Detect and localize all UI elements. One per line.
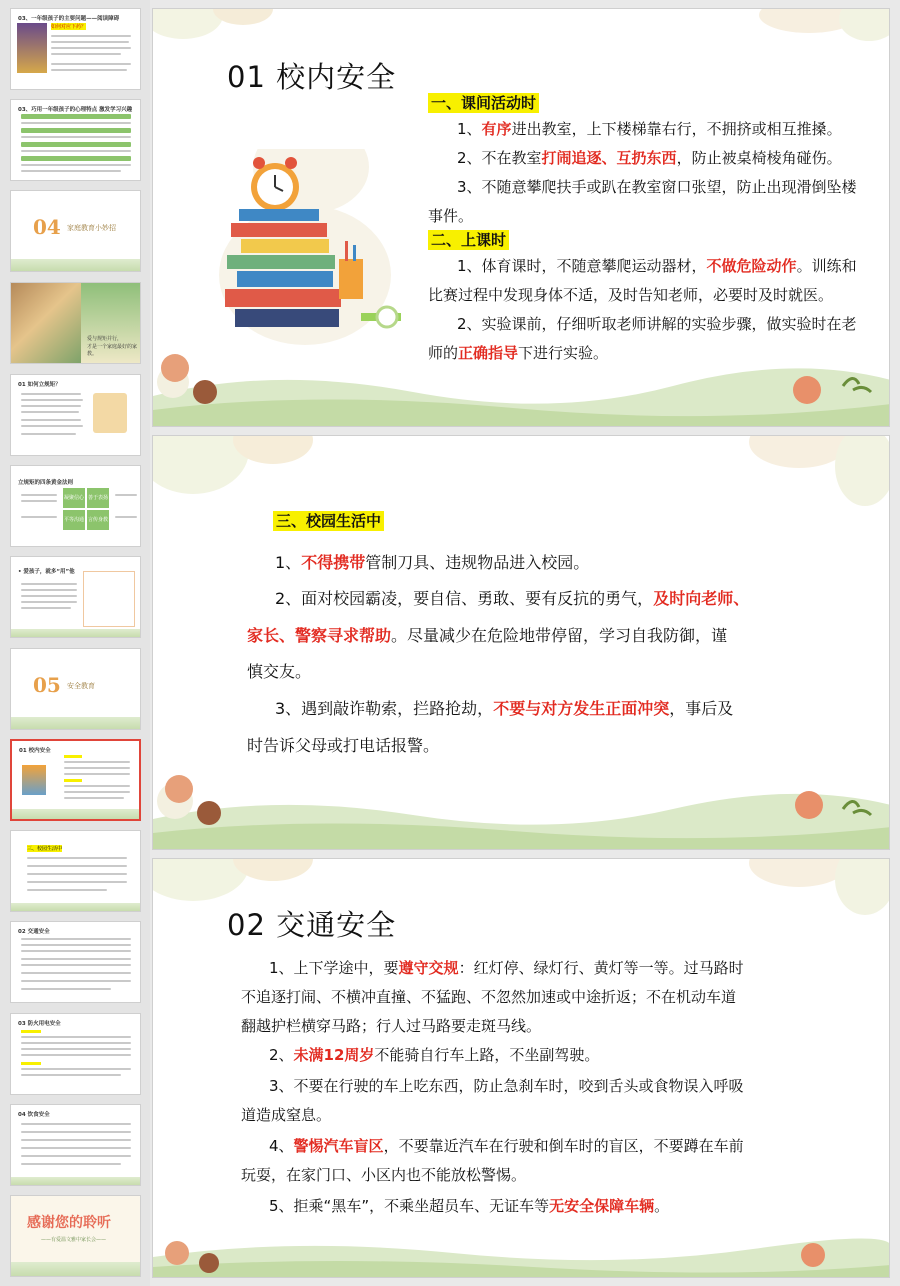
paragraph-5: 2、实验课前，仔细听取老师讲解的实验步骤，做实验时在老 [457, 315, 857, 333]
emphasis: 不做危险动作 [706, 257, 797, 275]
paragraph-3: 3、不要在行驶的车上吃东西，防止急刹车时，咬到舌头或食物误入呼吸 [269, 1077, 744, 1095]
thumbnail-slide-14[interactable] [10, 1195, 141, 1277]
emphasis: 未满12周岁 [293, 1046, 375, 1064]
paragraph-4-cont: 比赛过程中发现身体不适，及时告知老师，必要时及时就医。 [428, 286, 834, 304]
emphasis: 打闹追逐、互扔东西 [541, 149, 677, 167]
paragraph-4: 4、警惕汽车盲区，不要靠近汽车在行驶和倒车时的盲区，不要蹲在车前 [269, 1137, 744, 1155]
emphasis: 不得携带 [301, 553, 366, 572]
flower-decoration-icon [689, 436, 889, 506]
section-heading: 三、校园生活中 [273, 511, 384, 531]
grass-ground-icon [153, 1227, 890, 1277]
thumbnail-title: • 爱孩子，就多“用”他 [18, 569, 75, 575]
thumbnail-slide-7[interactable] [10, 556, 141, 638]
grass-ground-icon [153, 769, 890, 849]
paragraph-2: 2、面对校园霸凌，要自信、勇敢、要有反抗的勇气，及时向老师、 [275, 589, 750, 608]
thumbnail-slide-5[interactable] [10, 374, 141, 456]
thumbnail-slide-6[interactable] [10, 465, 141, 547]
paragraph-2-end: 慎交友。 [247, 662, 312, 681]
thumbnail-cell: 言传身教 [87, 510, 109, 530]
paragraph-1: 1、不得携带管制刀具、违规物品进入校园。 [275, 553, 590, 572]
paragraph-5: 5、拒乘“黑车”，不乘坐超员车、无证车等无安全保障车辆。 [269, 1197, 670, 1215]
thumbnail-title: 三、校园生活中 [27, 846, 63, 852]
emphasis: 有序 [481, 120, 512, 138]
flower-decoration-icon [689, 859, 889, 919]
thumbnail-slide-13[interactable] [10, 1104, 141, 1186]
thumbnail-slide-9-active[interactable] [10, 739, 141, 821]
emphasis: 无安全保障车辆 [549, 1197, 655, 1215]
thumbnail-title: 02 交通安全 [18, 929, 50, 935]
paragraph-2-cont: 家长、警察寻求帮助。尽量减少在危险地带停留，学习自我防御，谨 [247, 626, 728, 645]
emphasis: 家长、警察寻求帮助 [247, 626, 392, 645]
paragraph-1-end: 翻越护栏横穿马路；行人过马路要走斑马线。 [241, 1017, 542, 1035]
thumbnail-highlight: 如何对应下药？ [51, 24, 87, 30]
paragraph-3-cont: 道造成窒息。 [241, 1106, 332, 1124]
thumbnail-title: 03 防火用电安全 [18, 1021, 61, 1027]
grass-ground-icon [153, 346, 890, 426]
slide-thumbnail-panel [0, 0, 150, 1286]
thumbnail-cell: 善于表扬 [87, 488, 109, 508]
paragraph-1-cont: 不追逐打闹、不横冲直撞、不猛跑、不忽然加速或中途折返；不在机动车道 [241, 988, 737, 1006]
thumbnail-slide-8[interactable] [10, 648, 141, 730]
emphasis: 正确指导 [458, 344, 519, 362]
paragraph-1: 1、有序进出教室，上下楼梯靠右行，不拥挤或相互推搡。 [457, 120, 842, 138]
thumbnail-caption: 才是一个家庭最好的家教。 [87, 344, 138, 357]
thumbnail-thanks: 感谢您的聆听 [27, 1215, 111, 1231]
paragraph-2: 2、未满12周岁不能骑自行车上路，不坐副驾驶。 [269, 1046, 600, 1064]
emphasis: 不要与对方发生正面冲突 [493, 699, 670, 718]
paragraph-5-cont: 师的正确指导下进行实验。 [428, 344, 609, 362]
thumbnail-slide-3[interactable] [10, 190, 141, 272]
emphasis: 及时向老师、 [653, 589, 750, 608]
slide-campus-life[interactable] [152, 435, 890, 850]
thumbnail-slide-11[interactable] [10, 921, 141, 1003]
emphasis: 警惕汽车盲区 [293, 1137, 384, 1155]
thumbnail-books [22, 765, 46, 795]
thumbnail-section-title: 家庭教育小妙招 [67, 224, 116, 232]
section-heading: 一、课间活动时 [428, 93, 539, 113]
thumbnail-section-number: 05 [33, 673, 61, 697]
section-heading: 二、上课时 [428, 230, 509, 250]
thumbnail-thanks-sub: ——有爱温文雅中家长会—— [41, 1237, 107, 1243]
thumbnail-title: 03、一年级孩子的主要问题——阅读障碍 [18, 16, 120, 22]
thumbnail-slide-1[interactable] [10, 8, 141, 90]
thumbnail-title: 03、巧用一年级孩子的心理特点 激发学习兴趣 [18, 107, 133, 113]
thumbnail-cell: 凝聚信心 [63, 488, 85, 508]
thumbnail-illustration [93, 393, 127, 433]
thumbnail-box [83, 571, 135, 627]
paragraph-3: 3、不随意攀爬扶手或趴在教室窗口张望，防止出现滑倒坠楼 [457, 178, 857, 196]
paragraph-1: 1、上下学途中，要遵守交规：红灯停、绿灯行、黄灯等一等。过马路时 [269, 959, 744, 977]
thumbnail-caption: 爱与规矩并行， [87, 336, 123, 342]
paragraph-4: 1、体育课时，不随意攀爬运动器材，不做危险动作。训练和 [457, 257, 857, 275]
thumbnail-slide-12[interactable] [10, 1013, 141, 1095]
paragraph-2: 2、不在教室打闹追逐、互扔东西，防止被桌椅棱角碰伤。 [457, 149, 842, 167]
thumbnail-title: 立规矩的四条黄金法则 [18, 480, 74, 486]
thumbnail-cell: 平等沟通 [63, 510, 85, 530]
thumbnail-photo [11, 283, 81, 363]
emphasis: 遵守交规 [398, 959, 459, 977]
paragraph-4-cont: 玩耍，在家门口、小区内也不能放松警惕。 [241, 1166, 527, 1184]
thumbnail-slide-4[interactable] [10, 282, 141, 364]
slide-school-safety[interactable] [152, 8, 890, 427]
paragraph-3-cont: 时告诉父母或打电话报警。 [247, 736, 440, 755]
slide-title: 02 交通安全 [227, 908, 397, 942]
thumbnail-title: 01 如何立规矩？ [18, 382, 61, 388]
thumbnail-slide-10[interactable] [10, 830, 141, 912]
thumbnail-image [17, 23, 47, 73]
thumbnail-section-number: 04 [33, 215, 61, 239]
thumbnail-section-title: 安全教育 [67, 682, 95, 690]
thumbnail-title: 04 饮食安全 [18, 1112, 50, 1118]
slide-traffic-safety[interactable] [152, 858, 890, 1278]
paragraph-3-cont: 事件。 [428, 207, 474, 225]
books-clock-icon [211, 149, 411, 349]
slide-title: 01 校内安全 [227, 60, 397, 94]
paragraph-3: 3、遇到敲诈勒索，拦路抢劫，不要与对方发生正面冲突，事后及 [275, 699, 734, 718]
thumbnail-title: 01 校内安全 [19, 748, 51, 754]
flower-decoration-icon [669, 9, 889, 49]
thumbnail-slide-2[interactable] [10, 99, 141, 181]
